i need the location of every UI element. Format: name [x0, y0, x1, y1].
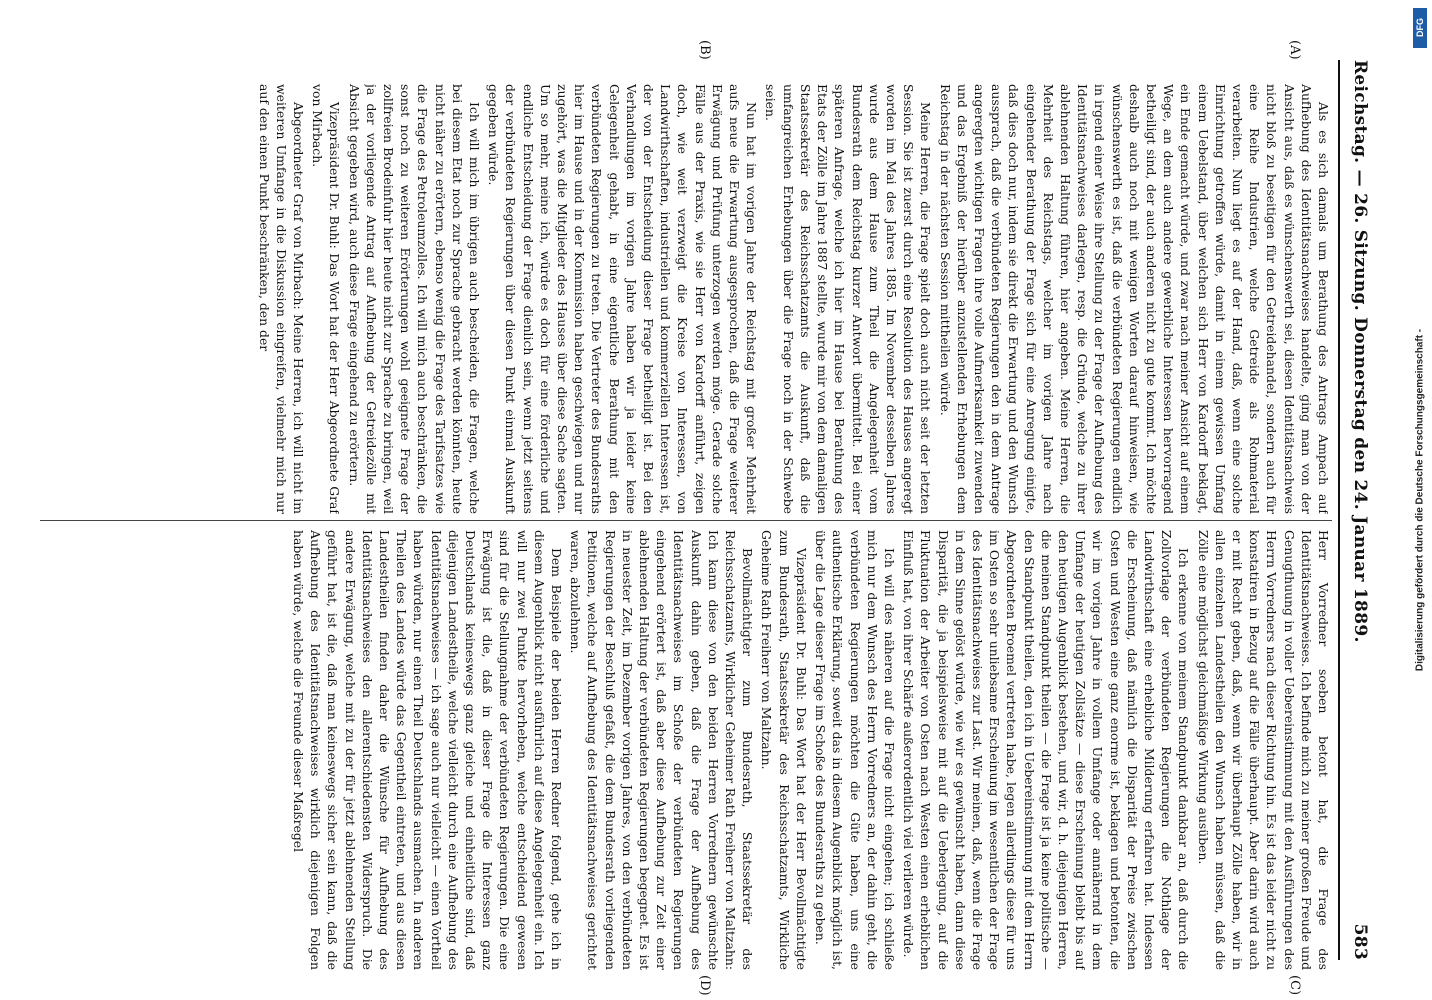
paragraph: Als es sich damals um Berathung des Antrags Ampach auf Aufhebung des Identitätsnachweises handelte, ging man von der Ansicht aus, daß es wünschenswerth sei, diesen Identitätsnachweis nicht bloß zu beseitigen für den Getreidehandel, sondern auch für eine Reihe Industrien, welche Getreide als Rohmaterial verarbeiten. Nun liegt es auf der Hand, daß, wenn eine solche Einrichtung getroffen würde, damit in einem gewissen Umfang einem Uebelstand, über welchen sich Herr von Kardorff beklagt, ein Ende gemacht würde, und zwar nach meiner Ansicht auf einem Wege, an dem auch andere gewerbliche Interessen hervorragend betheiligt sind, der auch anderen nicht zu gute kommt. Ich möchte deshalb auch noch mit wenigen Worten darauf hinweisen, wie wünschenswerth es ist, daß die verbündeten Regierungen endlich in irgend einer Weise ihre Stellung zu der Frage der Aufhebung des Identitätsnachweises darlegen, resp. die Gründe, welche zu ihrer ablehnenden Haltung führen, hier angeben. Meine Herren, die Mehrheit des Reichstags, welcher im vorigen Jahre nach eingehender Berathung der Frage sich für eine Anregung einigte, daß dies doch nur, indem sie direkt die Erwartung und den Wunsch aussprach, daß die verbündeten Regierungen den in dem Antrage angeregten wichtigen Fragen ihre volle Aufmerksamkeit zuwenden und das Ergebniß der hierüber anzustellenden Erhebungen dem Reichstag in der nächsten Session mittheilen würde.: [937, 84, 1331, 514]
paragraph: Ich erkenne von meinem Standpunkt dankbar an, daß durch die Zollvorlage der verbündeten Regierungen die Nothlage der Landwirthschaft eine erhebliche Milderung erfahren hat. Indessen die Erscheinung, daß nämlich die Disparität der Preise zwischen Osten und Westen eine ganz enorme ist, beklagen und betonten, die wir im vorigen Jahre in vollem Umfange oder annähernd in dem Umfange der heutigen Zollsätze — diese Erscheinung bleibt bis auf den heutigen Augenblick bestehen, und wir, d. h. diejenigen Herren, die meinen Standpunkt theilen — die Frage ist ja keine politische — den Standpunkt theilen, den ich in Uebereinstimmung mit dem Herrn Abgeordneten Broemel vertreten habe, legen allerdings diese für uns im Osten so sehr unliebsame Erscheinung im wesentlichen der Frage des Identitätsnachweises zur Last. Wir meinen, daß, wenn die Frage in dem Sinne gelöst würde, wie wir es gewünscht haben, dann diese Disparität, die ja beispielsweise mit auf die Ueberlegung, auf die Fluktuation der Arbeiter von Osten nach Westen einen erheblichen Einfluß hat, von ihrer Schärfe außerordentlich viel verlieren würde.: [901, 530, 1192, 970]
speaker-paragraph: Abgeordneter Graf von Mirbach: Meine Herren, ich will nicht im weiteren Umfange in die Diskussion eingreifen, vielmehr mich nur auf den einen Punkt beschränken, den der: [256, 84, 307, 514]
speaker-paragraph: Bevollmächtigter zum Bundesrath, Staatssekretär des Reichsschatzamts, Wirklicher Geheimer Rath Freiherr von Maltzahn: Ich kann diese von den beiden Herren Vorrednern gewünschte Auskunft dahin geben, daß die Frage der Aufhebung des Identitätsnachweises im Schoße der verbündeten Regierungen eingehend erörtert ist, daß aber diese Aufhebung zur Zeit einer ablehnenden Haltung der verbündeten Regierungen begegnet. Es ist in neuester Zeit, im Dezember vorigen Jahres, von den verbündeten Regierungen der Beschluß gefaßt, die dem Bundesrath vorliegenden Petitionen, welche auf Aufhebung des Identitätsnachweises gerichtet waren, abzulehnen.: [568, 530, 756, 970]
header-rule: [1338, 60, 1340, 960]
margin-marker-a: (A): [1287, 40, 1302, 60]
dfg-logo: DFG: [1413, 8, 1427, 48]
margin-marker-b: (B): [697, 40, 712, 60]
page-title: Reichstag. — 26. Sitzung. Donnerstag den 24. Januar 1889.: [1350, 60, 1370, 643]
digitization-credit: Digitalisierung gefördert durch die Deutsche Forschungsgemeinschaft -: [1414, 328, 1426, 672]
page-number: 583: [1350, 923, 1370, 960]
column-divider: [40, 520, 1332, 521]
paragraph: Meine Herren, die Frage spielt doch auch nicht seit der letzten Session. Sie ist zuerst durch eine Resolution des Hauses angeregt worden im Mai des Jahres 1885. Im November desselben Jahres wurde aus dem Hause zum Theil die Angelegenheit vom Bundesrath dem Reichstag kurzer Antwort übermittelt. Bei einer späteren Anfrage, welche ich hier im Hause bei Berathung des Etats der Zölle im Jahre 1887 stellte, wurde mir von dem damaligen Staatssekretär des Reichsschatzamts die Auskunft, daß die umfangreichen Erhebungen über die Frage noch in der Schwebe seien.: [763, 84, 934, 514]
paragraph: Nun hat im vorigen Jahre der Reichstag mit großer Mehrheit aufs neue die Erwartung ausgesprochen, daß die Frage weiterer Erwägung und Prüfung unterzogen werden möge. Gerade solche Fälle aus der Praxis, wie sie Herr von Kardorff anführt, zeigen doch, wie weit verzweigt die Kreise von Interessen, von Landwirthschaften, industriellen und kommerziellen Interessen ist, der von der Entscheidung dieser Frage betheiligt ist. Bei den Verhandlungen im vorigen Jahre haben wir ja leider keine Gelegenheit gehabt, in eine eigentliche Berathung mit den verbündeten Regierungen zu treten. Die Vertreter des Bundesraths hier im Hause und in der Kommission haben geschwiegen und nur zugehört, was die Mitglieder des Hauses über diese Sache sagten. Um so mehr, meine ich, würde es doch für eine förderliche und endliche Entscheidung der Frage dienlich sein, wenn jetzt seitens der verbündeten Regierungen über diesen Punkt einmal Auskunft gegeben würde.: [486, 84, 760, 514]
paragraph: Herr Vorredner soeben betont hat, die Frage des Identitätsnachweises. Ich befinde mich zu meiner großen Freude und Genugthuung in voller Uebereinstimmung mit den Ausführungen des Herrn Vorredners nach dieser Richtung hin. Es ist das leider nicht zu konstatiren in Bezug auf die Fälle überhaupt. Aber darin wird auch er mit Recht geben, daß, wenn wir überhaupt Zölle haben, wir in allen einzelnen Landestheilen den Wunsch haben müssen, daß die Zölle eine möglichst gleichmäßige Wirkung ausüben.: [1195, 530, 1331, 970]
right-column: [36, 530, 1332, 970]
speaker-paragraph: Vizepräsident Dr. Buhl: Das Wort hat der Herr Abgeordnete Graf von Mirbach.: [310, 84, 343, 514]
margin-marker-d: (D): [697, 975, 712, 996]
paragraph: Ich will des näheren auf die Frage nicht eingehen; ich schließe mich nur dem Wunsch des Herrn Vorredners an, der dahin geht, die verbündeten Regierungen möchten die Güte haben, uns eine authentische Erklärung, soweit das in diesem Augenblick möglich ist, über die Lage dieser Frage im Schoße des Bundesraths zu geben.: [813, 530, 897, 970]
page-header: [1342, 60, 1370, 960]
paragraph: Dem Beispiele der beiden Herren Redner folgend, gehe ich in diesem Augenblick nicht ausführlich auf diese Angelegenheit ein. Ich will nur zwei Punkte hervorheben, welche entscheidend gewesen sind für die Stellungnahme der verbündeten Regierungen. Die eine Erwägung ist die, daß in dieser Frage die Interessen ganz Deutschlands keineswegs ganz gleiche und einheitliche sind, daß diejenigen Landestheile, welche vielleicht durch eine Aufhebung des Identitätsnachweises — ich sage auch nur vielleicht — einen Vortheil haben würden, nur einen Theil Deutschlands ausmachen. In anderen Theilen des Landes würde das Gegentheil eintreten, und aus diesen Landestheilen finden daher die Wünsche für Aufhebung des Identitätsnachweises den allerentschiedensten Widerspruch. Die andere Erwägung, welche mit zu der für jetzt ablehnenden Stellung geführt hat, ist die, daß man keineswegs sicher sein kann, daß die Aufhebung des Identitätsnachweises wirklich diejenigen Folgen haben würde, welche die Freunde dieser Maßregel: [291, 530, 565, 970]
speaker-paragraph: Vizepräsident Dr. Buhl: Das Wort hat der Herr Bevollmächtigte zum Bundesrath, Staatssekretär des Reichsschatzamts, Wirkliche Geheime Rath Freiherr von Maltzahn.: [759, 530, 809, 970]
paragraph: Ich will mich im übrigen auch bescheiden, die Fragen, welche bei diesem Etat noch zur Sprache gebracht werden könnten, heute nicht näher zu erörtern, ebenso wenig die Frage des Tarifsatzes wie die Frage des Petroleumzolles. Ich will mich auch beschränken, die sonst noch zu weiteren Erörterungen wohl geeignete Frage der zollfreien Brodeinfuhr hier heute nicht zur Sprache zu bringen, weil ja der vorliegende Antrag auf Aufhebung der Getreidezölle mit Absicht gegeben wird, auch diese Frage eingehend zu erörtern.: [346, 84, 483, 514]
digitization-strip: [1408, 0, 1432, 1000]
left-column: [36, 84, 1332, 514]
margin-marker-c: (C): [1287, 975, 1302, 996]
